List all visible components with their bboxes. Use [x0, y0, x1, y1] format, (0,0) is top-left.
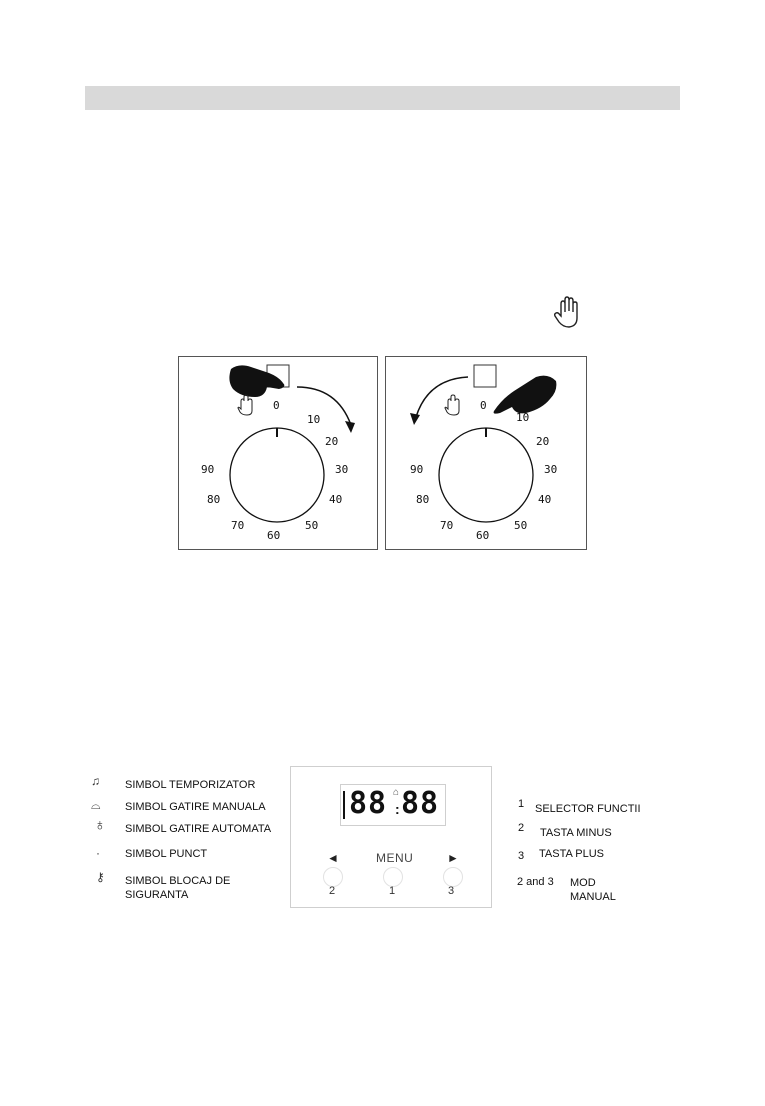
label-text: TASTA MINUS — [540, 827, 612, 839]
dial-label: 80 — [416, 493, 430, 506]
dial-label: 80 — [207, 493, 221, 506]
dial-label: 70 — [231, 519, 245, 532]
dial-label: 40 — [329, 493, 343, 506]
label-number: 3 — [518, 850, 525, 862]
display-colon: ⌂ — [393, 787, 400, 798]
dot-icon: · — [96, 846, 100, 860]
label-number: 2 — [518, 822, 525, 834]
dial-label: 30 — [544, 463, 558, 476]
label-number: 1 — [518, 798, 525, 810]
legend-label: SIMBOL PUNCT — [125, 848, 208, 860]
display-hours: 88 — [349, 786, 388, 821]
dial-label: 20 — [325, 435, 339, 448]
control-panel — [290, 766, 492, 908]
section-header-bar — [85, 86, 680, 110]
dial-label: 40 — [538, 493, 552, 506]
dial-label: 0 — [273, 399, 280, 412]
key-icon: ⚷ — [96, 870, 105, 884]
dial-label: 50 — [514, 519, 528, 532]
pot-icon: ⌓ — [91, 798, 101, 812]
plus-arrow-icon[interactable]: ► — [447, 851, 459, 865]
dial-label: 60 — [476, 529, 490, 542]
legend-label: SIMBOL GATIRE AUTOMATA — [125, 823, 272, 835]
dial-label: 10 — [516, 411, 530, 424]
hand-icon — [238, 395, 252, 415]
pointing-hand-icon — [494, 376, 557, 414]
menu-button[interactable] — [383, 867, 403, 887]
bell-icon: ♫ — [91, 774, 100, 788]
dial-label: 10 — [307, 413, 321, 426]
minus-arrow-icon[interactable]: ◄ — [327, 851, 339, 865]
dial-label: 90 — [201, 463, 215, 476]
display-colon: : — [395, 801, 400, 817]
label-text: MOD MANUAL — [570, 877, 616, 903]
dial-label: 20 — [536, 435, 550, 448]
dial-label: 50 — [305, 519, 319, 532]
hand-icon — [553, 296, 583, 330]
dial-panel-right — [385, 356, 587, 550]
dial-label: 0 — [480, 399, 487, 412]
hand-icon — [445, 395, 459, 415]
legend-label: SIMBOL BLOCAJ DE SIGURANTA — [125, 875, 231, 901]
pointing-hand-icon — [229, 365, 284, 397]
dial-label: 90 — [410, 463, 424, 476]
legend-label: SIMBOL TEMPORIZATOR — [125, 779, 256, 791]
auto-cook-icon: ♁ — [94, 817, 106, 834]
label-text: SELECTOR FUNCTII — [535, 803, 641, 815]
minus-button[interactable] — [323, 867, 343, 887]
button-number: 1 — [389, 885, 396, 897]
label-number: 2 and 3 — [517, 876, 554, 888]
button-number: 2 — [329, 885, 336, 897]
plus-button[interactable] — [443, 867, 463, 887]
dial-panel-left — [178, 356, 378, 550]
dial-label: 30 — [335, 463, 349, 476]
digital-display — [340, 784, 446, 826]
button-number: 3 — [448, 885, 455, 897]
menu-label: MENU — [376, 851, 414, 865]
display-minutes: 88 — [401, 786, 440, 821]
legend-label: SIMBOL GATIRE MANUALA — [125, 801, 266, 813]
dial-label: 70 — [440, 519, 454, 532]
label-text: TASTA PLUS — [539, 848, 605, 860]
dial-label: 60 — [267, 529, 281, 542]
